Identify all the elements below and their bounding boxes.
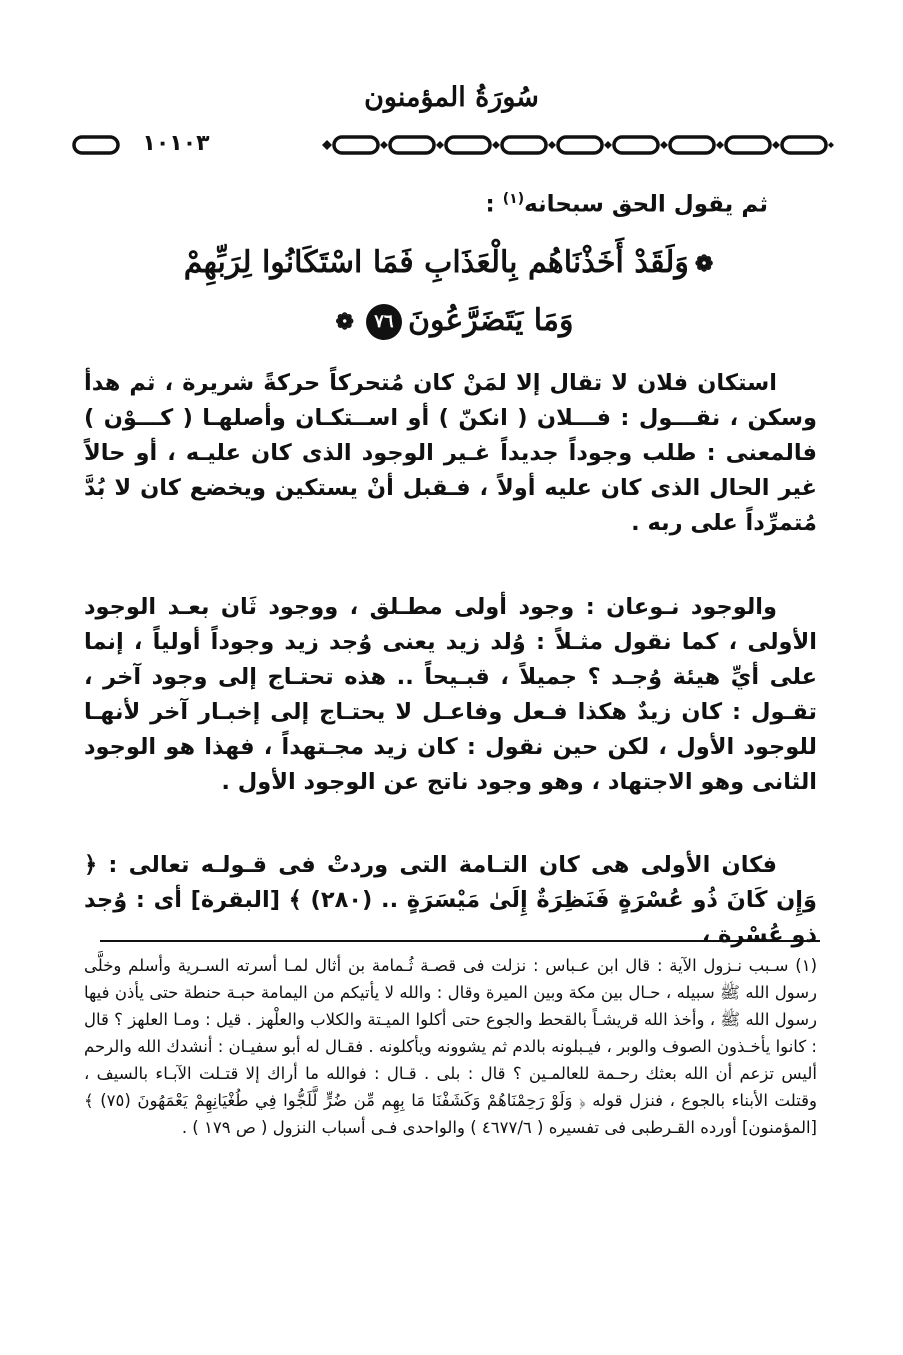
paragraph-2: [84, 590, 817, 800]
verse-text-1: وَلَقَدْ أَخَذْنَاهُم بِالْعَذَابِ فَمَا اسْتَكَانُوا لِرَبِّهِمْ: [183, 245, 689, 280]
verse-open-ornament-icon: ❁: [694, 251, 714, 277]
footnote-divider: [100, 940, 820, 942]
verse-text-2: وَمَا يَتَضَرَّعُونَ: [407, 303, 574, 338]
footnote-marker: (١): [502, 191, 525, 207]
surah-title: سُورَةُ المؤمنون: [364, 82, 539, 113]
intro-colon: :: [485, 191, 495, 218]
intro-text: ثم يقول الحق سبحانه: [524, 191, 768, 218]
paragraph-3: [84, 848, 817, 953]
paragraph-text: استكان فلان لا تقال إلا لمَنْ كان مُتحركاً حركةً شريرة ، ثم هدأ وسكن ، نقـــول : فـــلان ( انكنّ ) أو اســتكـان وأصلهـا ( كـــوْن ) فالمعنى : طلب وجوداً جديداً غـير الوجود الذى كان عليـه ، أو حالاً غير الحال الذى كان عليه أولاً ، فـقبل أنْ يستكين ويخضع كان لا بُدَّ مُتمرِّداً على ربه .: [84, 370, 817, 536]
paragraph-1: [84, 366, 817, 541]
quran-verse-line-2: [60, 296, 843, 347]
footnote: (١) سـبب نـزول الآية : قال ابن عـباس : نزلت فى قصـة ثُـمامة بن أثال لمـا أسرته السـرية وأسلم وخلَّى رسول الله ﷺ سبيله ، حـال بين مكة وبين الميرة وقال : والله لا يأتيكم من اليمامة حبـة حنطة حتى يأذن فيها رسول الله ﷺ ، وأخذ الله قريشـاً بالقحط والجوع حتى أكلوا الميـتة والكلاب والعلْهز . قيل : ومـا العلهز ؟ قال : كانوا يأخـذون الصوف والوبر ، فيـبلونه بالدم ثم يشوونه ويأكلونه . فقـال له أبو سفيـان : أنشدك الله والرحم أليس تزعم أن الله بعثك رحـمة للعالمـين ؟ قال : بلى . قـال : فوالله ما أراك إلا قتـلت الآبـاء بالسيف ، وقتلت الأبناء بالجوع ، فنزل قوله ﴿ وَلَوْ رَحِمْنَاهُمْ وَكَشَفْنَا مَا بِهِم مِّن ضُرٍّ لَّلَجُّوا فِي طُغْيَانِهِمْ يَعْمَهُونَ (٧٥) ﴾ [المؤمنون] أورده القـرطبى فى تفسيره ( ٤٦٧٧/٦ ) والواحدى فـى أسباب النزول ( ص ١٧٩ ) .: [84, 956, 817, 1137]
page-number: ١٠١٠٣: [120, 129, 232, 159]
quran-verse-line-1: [60, 238, 843, 289]
paragraph-text: والوجود نـوعان : وجود أولى مطـلق ، ووجود ثَان بعـد الوجود الأولى ، كما نقول مثـلاً : وُلد زيد يعنى وُجد زيد وجوداً أولياً ، إنما على أيِّ هيئة وُجـد ؟ جميلاً ، قبـيحاً .. هذه تحتـاج إلى وجود آخر ، تقـول : كان زيدٌ هكذا فـعل وفاعـل لا يحتـاج إلى إخبـار آخر لأنهـا للوجود الأول ، لكن حين نقول : كان زيد مجـتهداً ، فهذا هو الوجود الثانى وهو الاجتهاد ، وهو وجود ناتج عن الوجود الأول .: [84, 594, 817, 795]
verse-close-ornament-icon: ❁: [335, 309, 354, 335]
paragraph-text: فكان الأولى هى كان التـامة التى وردتْ فى قـولـه تعالى : ﴿ وَإِن كَانَ ذُو عُسْرَةٍ فَنَظِرَةٌ إِلَىٰ مَيْسَرَةٍ .. (٢٨٠) ﴾ [البقرة] أى : وُجد ذو عُسْرة ،: [84, 852, 817, 948]
verse-number-badge: ٧٦: [366, 304, 402, 340]
intro-line: [486, 180, 768, 224]
